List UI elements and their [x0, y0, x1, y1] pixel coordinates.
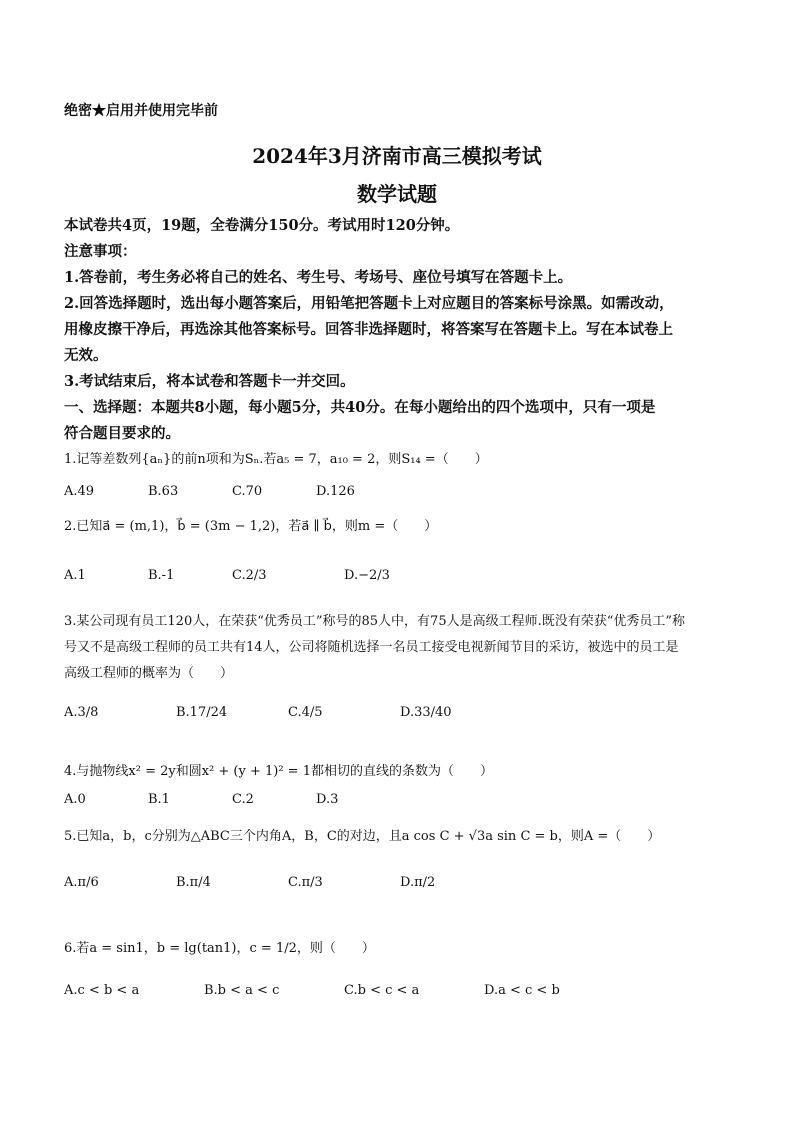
- q5-option-b: B.π/4: [176, 875, 211, 890]
- q1-option-d: D.126: [316, 484, 355, 499]
- q5-option-a: A.π/6: [64, 875, 99, 890]
- q2-option-a: A.1: [64, 568, 86, 583]
- intro-line: 本试卷共4页，19题，全卷满分150分。考试用时120分钟。: [64, 217, 460, 234]
- q3-option-c: C.4/5: [288, 705, 323, 720]
- q1-option-b: B.63: [148, 484, 179, 499]
- q1-option-a: A.49: [64, 484, 95, 499]
- question-3-stem-1: 3.某公司现有员工120人，在荣获“优秀员工”称号的85人中，有75人是高级工程师.既没有荣获“优秀员工”称: [64, 614, 686, 629]
- notice-title: 注意事项：: [64, 243, 137, 260]
- question-6-stem: 6.若a = sin1，b = lg(tan1)，c = 1/2，则（ ）: [64, 941, 375, 956]
- q2-option-b: B.-1: [148, 568, 175, 583]
- q6-option-d: D.a < c < b: [484, 983, 560, 998]
- q6-option-a: A.c < b < a: [64, 983, 140, 998]
- q5-option-d: D.π/2: [400, 875, 436, 890]
- question-1-stem: 1.记等差数列{aₙ}的前n项和为Sₙ.若a₅ = 7，a₁₀ = 2，则S₁₄ =（ ）: [64, 452, 488, 467]
- q4-option-c: C.2: [232, 792, 254, 807]
- notice-2a: 2.回答选择题时，选出每小题答案后，用铅笔把答题卡上对应题目的答案标号涂黑。如需改动，: [64, 295, 674, 312]
- notice-3: 3.考试结束后，将本试卷和答题卡一并交回。: [64, 373, 355, 390]
- q3-option-a: A.3/8: [64, 705, 99, 720]
- section-1-header-b: 符合题目要求的。: [64, 425, 180, 442]
- notice-2b: 用橡皮擦干净后，再选涂其他答案标号。回答非选择题时，将答案写在答题卡上。写在本试卷上: [64, 321, 673, 338]
- question-3-stem-2: 号又不是高级工程师的员工共有14人，公司将随机选择一名员工接受电视新闻节目的采访，被选中的员工是: [64, 640, 679, 655]
- question-3-stem-3: 高级工程师的概率为（ ）: [64, 666, 234, 681]
- q4-option-b: B.1: [148, 792, 170, 807]
- q6-option-c: C.b < c < a: [344, 983, 420, 998]
- exam-title: 2024年3月济南市高三模拟考试: [252, 144, 542, 168]
- q4-option-d: D.3: [316, 792, 339, 807]
- confidential-label: 绝密★启用并使用完毕前: [64, 103, 218, 119]
- question-5-stem: 5.已知a，b，c分别为△ABC三个内角A，B，C的对边，且a cos C + √3a sin C = b，则A =（ ）: [64, 829, 661, 844]
- q4-option-a: A.0: [64, 792, 86, 807]
- notice-2c: 无效。: [64, 347, 108, 364]
- q6-option-b: B.b < a < c: [204, 983, 280, 998]
- q1-option-c: C.70: [232, 484, 263, 499]
- exam-subtitle: 数学试题: [357, 182, 437, 206]
- notice-1: 1.答卷前，考生务必将自己的姓名、考生号、考场号、座位号填写在答题卡上。: [64, 269, 573, 286]
- q5-option-c: C.π/3: [288, 875, 323, 890]
- section-1-header-a: 一、选择题：本题共8小题，每小题5分，共40分。在每小题给出的四个选项中，只有一项是: [64, 399, 656, 416]
- q2-option-d: D.−2/3: [344, 568, 390, 583]
- q3-option-b: B.17/24: [176, 705, 228, 720]
- question-2-stem: 2.已知a⃗ = (m,1)，b⃗ = (3m − 1,2)，若a⃗ ∥ b⃗，则m =（ ）: [64, 519, 438, 534]
- question-4-stem: 4.与抛物线x² = 2y和圆x² + (y + 1)² = 1都相切的直线的条数为（ ）: [64, 764, 493, 779]
- q3-option-d: D.33/40: [400, 705, 452, 720]
- q2-option-c: C.2/3: [232, 568, 267, 583]
